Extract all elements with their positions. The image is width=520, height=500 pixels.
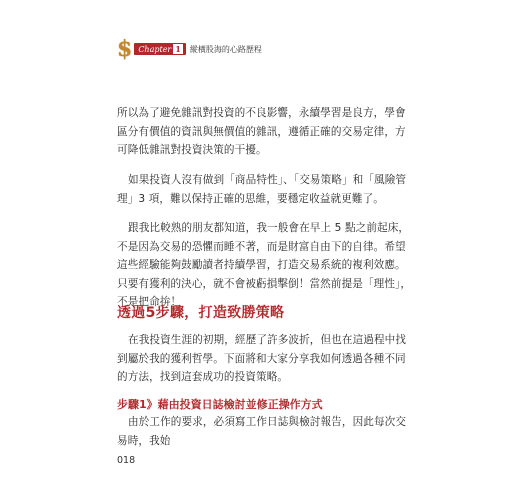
chapter-title: 縱橫股海的心路歷程 bbox=[189, 44, 262, 54]
chapter-label: Chapter bbox=[138, 44, 172, 54]
chapter-badge bbox=[134, 43, 186, 55]
chapter-number: 1 bbox=[175, 44, 181, 54]
dollar-sign-icon: $ bbox=[117, 36, 133, 62]
step-paragraph: 由於工作的要求，必須寫工作日誌與檢討報告，因此每次交易時，我始 bbox=[117, 416, 407, 447]
chapter-header bbox=[117, 36, 262, 62]
page-number: 018 bbox=[117, 455, 136, 466]
body-paragraph: 如果投資人沒有做到「商品特性」、「交易策略」和「風險管理」3 項，難以保持正確的思維，要穩定收益就更難了。 bbox=[117, 174, 407, 205]
body-paragraph: 跟我比較熟的朋友都知道，我一般會在早上 5 點之前起床，不是因為交易的恐懼而睡不著，而是財富自由下的自律。希望這些經驗能夠鼓勵讀者持續學習，打造交易系統的複利效應。只要有獲利的決心，就不會被虧損擊倒！當然前提是「理性」，不是把命拚！ bbox=[117, 222, 412, 309]
section-heading: 透過5步驟，打造致勝策略 bbox=[117, 305, 285, 321]
section-paragraph: 在我投資生涯的初期，經歷了許多波折，但也在這過程中找到屬於我的獲利哲學。下面將和大家分享我如何透過各種不同的方法，找到這套成功的投資策略。 bbox=[117, 334, 407, 384]
body-paragraph: 所以為了避免雜訊對投資的不良影響，永續學習是良方，學會區分有價值的資訊與無價值的雜訊，遵循正確的交易定律，方可降低雜訊對投資決策的干擾。 bbox=[117, 107, 406, 157]
step-heading: 步驟1》藉由投資日誌檢討並修正操作方式 bbox=[117, 398, 323, 411]
